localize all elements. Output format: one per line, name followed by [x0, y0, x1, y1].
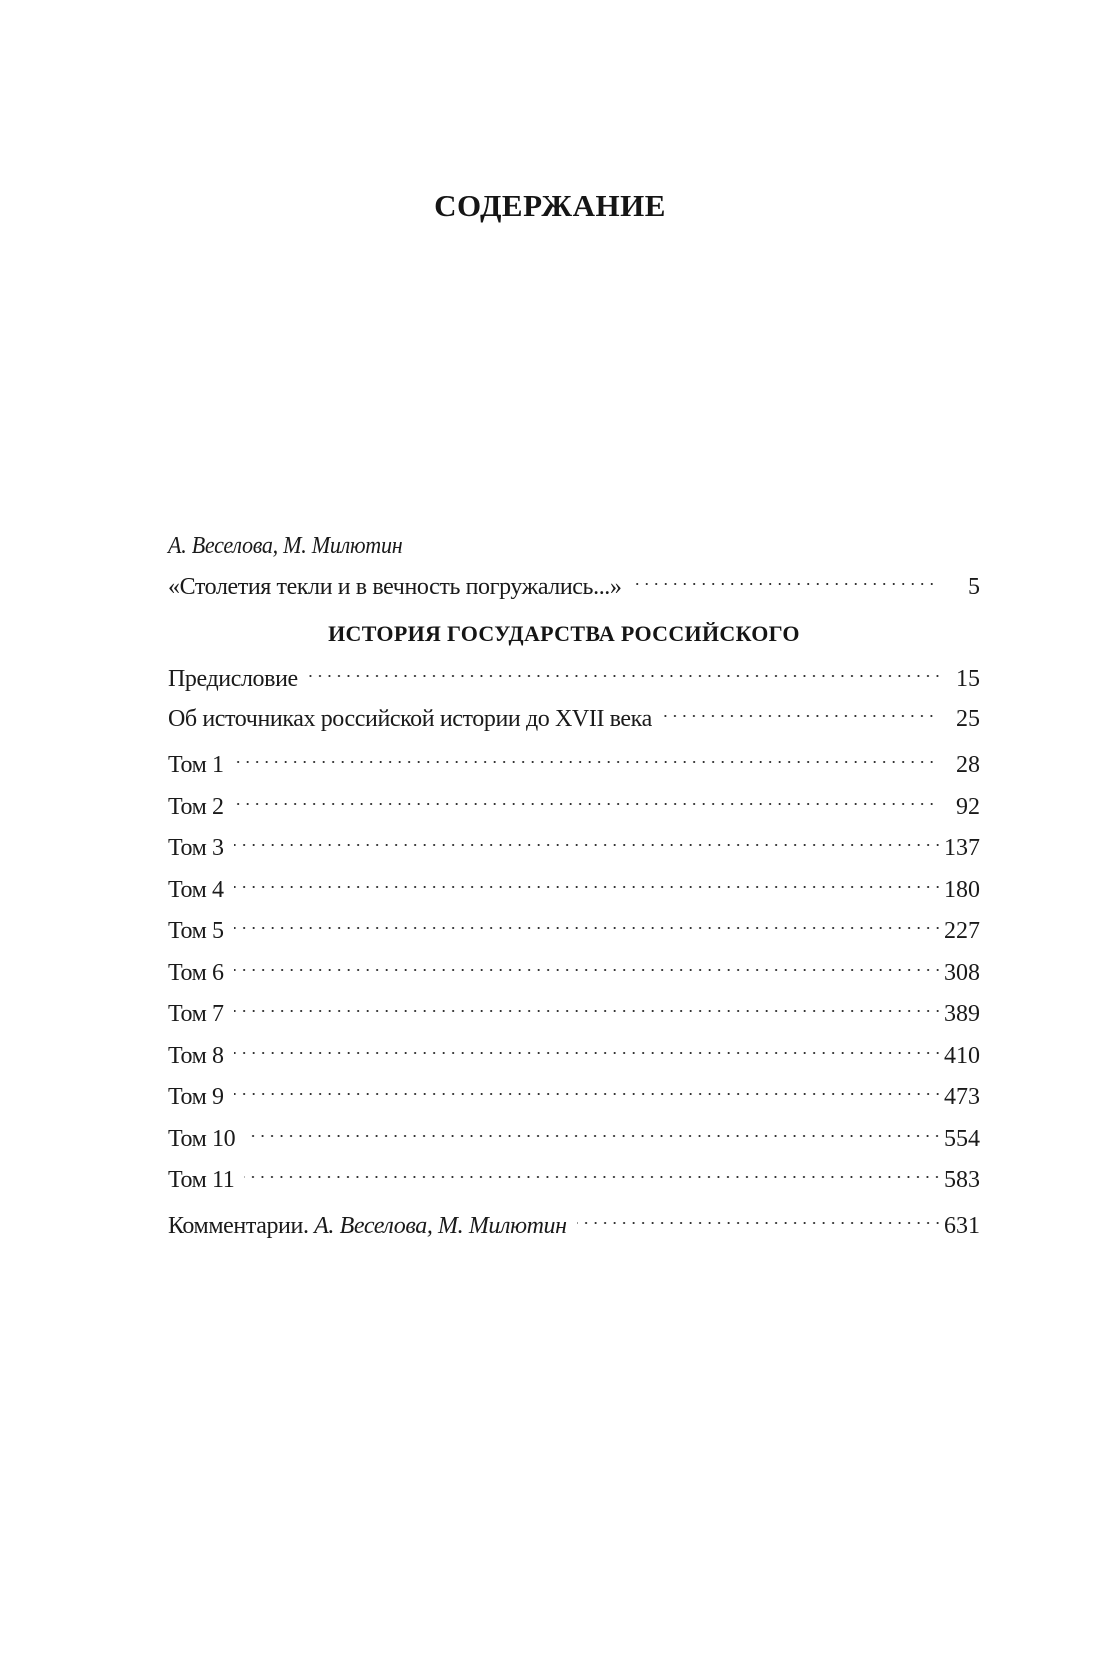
toc-entry-commentary[interactable]: [168, 1201, 980, 1239]
entry-label: Том 11: [168, 1167, 235, 1193]
entry-label: Том 8: [168, 1042, 224, 1069]
dot-leader: [234, 906, 942, 938]
entry-page-number: 473: [944, 1084, 980, 1110]
toc-entry-volume-10[interactable]: [168, 1114, 980, 1152]
commentary-authors: А. Веселова, М. Милютин: [314, 1213, 567, 1239]
entry-label: «Столетия текли и в вечность погружались...»: [168, 574, 622, 600]
commentary-label: Комментарии.: [168, 1213, 309, 1239]
toc-entry-volume-8[interactable]: [168, 1031, 980, 1069]
dot-leader: [662, 694, 936, 726]
dot-leader: [577, 1201, 942, 1233]
dot-leader: [234, 948, 942, 980]
dot-leader: [308, 654, 942, 686]
dot-leader: [234, 823, 942, 855]
entry-page-number: 583: [944, 1167, 980, 1193]
entry-label: Том 6: [168, 959, 224, 986]
entry-page-number: 28: [956, 752, 980, 778]
dot-leader: [234, 1031, 942, 1063]
section-heading: ИСТОРИЯ ГОСУДАРСТВА РОССИЙСКОГО: [328, 621, 800, 646]
dot-leader: [244, 1155, 942, 1187]
entry-page-number: 5: [968, 574, 980, 600]
toc-entry-volume-3[interactable]: [168, 823, 980, 861]
toc-entry-intro-essay[interactable]: [168, 562, 980, 600]
dot-leader: [234, 782, 936, 814]
entry-page-number: 631: [944, 1213, 980, 1239]
entry-label: Об источниках российской истории до XVII века: [168, 706, 652, 732]
entry-page-number: 180: [944, 876, 980, 903]
entry-label: Том 10: [168, 1125, 236, 1152]
entry-page-number: 15: [956, 666, 980, 692]
entry-page-number: 92: [956, 793, 980, 820]
entry-page-number: 410: [944, 1042, 980, 1069]
entry-page-number: 554: [944, 1125, 980, 1152]
entry-label: Том 2: [168, 793, 224, 820]
entry-label: Том 7: [168, 1001, 224, 1027]
table-of-contents: [168, 530, 980, 1239]
entry-page-number: 389: [944, 1001, 980, 1027]
toc-entry-volume-6[interactable]: [168, 948, 980, 986]
toc-entry-volume-11[interactable]: [168, 1155, 980, 1193]
dot-leader: [234, 740, 936, 772]
dot-leader: [632, 562, 936, 594]
toc-entry-sources[interactable]: [168, 694, 980, 732]
dot-leader: [234, 1072, 942, 1104]
entry-label: [168, 1210, 567, 1242]
entry-label: Том 4: [168, 876, 224, 903]
entry-page-number: 137: [944, 835, 980, 861]
entry-page-number: 227: [944, 918, 980, 944]
dot-leader: [234, 989, 942, 1021]
entry-label: Том 9: [168, 1084, 224, 1110]
toc-entry-volume-5[interactable]: [168, 906, 980, 944]
page-title: СОДЕРЖАНИЕ: [434, 188, 666, 223]
toc-entry-volume-2[interactable]: [168, 782, 980, 820]
entry-label: Том 5: [168, 918, 224, 944]
intro-authors: А. Веселова, М. Милютин: [168, 533, 403, 559]
toc-entry-volume-1[interactable]: [168, 740, 980, 778]
entry-page-number: 308: [944, 959, 980, 986]
dot-leader: [245, 1114, 942, 1146]
entry-label: Предисловие: [168, 666, 298, 692]
toc-entry-volume-9[interactable]: [168, 1072, 980, 1110]
entry-label: Том 1: [168, 752, 224, 778]
entry-page-number: 25: [956, 706, 980, 732]
toc-entry-volume-7[interactable]: [168, 989, 980, 1027]
toc-entry-preface[interactable]: [168, 654, 980, 692]
toc-entry-volume-4[interactable]: [168, 865, 980, 903]
dot-leader: [234, 865, 942, 897]
entry-label: Том 3: [168, 835, 224, 861]
